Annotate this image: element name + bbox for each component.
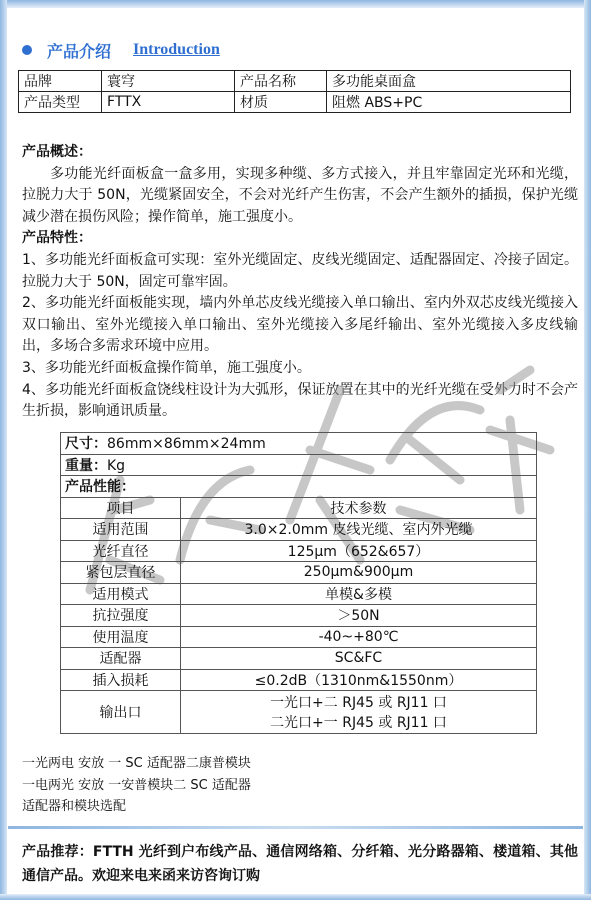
spec-value: 125μm（652&657） (181, 540, 537, 562)
bullet-icon (22, 45, 32, 55)
feature-item: 4、多功能光纤面板盒饶线柱设计为大弧形，保证放置在其中的光纤光缆在受外力时不会产生折损，影响通讯质量。 (22, 381, 578, 420)
spec-item: 适用模式 (61, 583, 181, 605)
spec-row (61, 583, 537, 605)
spec-row (61, 605, 537, 627)
size-cell (61, 433, 537, 455)
overview-heading: 产品概述： (22, 144, 92, 160)
feature-item: 1、多功能光纤面板盒可实现：室外光缆固定、皮线光缆固定、适配器固定、冷接子固定。拉脱力大于 50N，固定可靠牢固。 (22, 251, 578, 290)
divider (8, 826, 583, 829)
spec-item: 光纤直径 (61, 540, 181, 562)
info-row (19, 71, 571, 92)
note-line: 一电两光 安放 一安普模块二 SC 适配器 (22, 777, 251, 793)
weight-cell (61, 454, 537, 476)
product-recommendation: 产品推荐：FTTH 光纤到户布线产品、通信网络箱、分纤箱、光分路器箱、楼道箱、其他通信产品。欢迎来电来函来访咨询订购 (22, 844, 578, 884)
spec-value: ＞50N (181, 605, 537, 627)
spec-item: 适配器 (61, 648, 181, 670)
output-line: 一光口+二 RJ45 或 RJ11 口 (270, 695, 447, 711)
features-heading: 产品特性： (22, 230, 92, 247)
spec-value: 250μm&900μm (181, 562, 537, 584)
info-cell: 产品类型 (19, 92, 102, 113)
frame-top (0, 0, 591, 8)
col-header-param: 技术参数 (181, 497, 537, 519)
weight-value: Kg (107, 457, 126, 474)
note-line: 一光两电 安放 一 SC 适配器二康普模块 (22, 756, 251, 771)
frame-bottom (0, 894, 591, 900)
spec-row-size (61, 433, 537, 455)
spec-value: -40~+80℃ (181, 626, 537, 648)
note-line: 适配器和模块选配 (22, 799, 127, 814)
feature-item: 2、多功能光纤面板能实现，墙内外单芯皮线光缆接入单口输出、室内外双芯皮线光缆接入双口输出、室外光缆接入单口输出、室外光缆接入多尾纤输出、室外光缆接入多皮线输出，多场合多需求环境中应用。 (22, 295, 578, 355)
spec-row (61, 540, 537, 562)
spec-row (61, 562, 537, 584)
spec-value: SC&FC (181, 648, 537, 670)
section-header (22, 38, 220, 62)
info-cell: 材质 (235, 92, 327, 113)
spec-item: 紧包层直径 (61, 562, 181, 584)
info-cell: 产品名称 (235, 71, 327, 92)
spec-item: 适用范围 (61, 519, 181, 541)
info-cell: FTTX (102, 92, 235, 113)
spec-value: 3.0×2.0mm 皮线光缆、室内外光缆 (181, 519, 537, 541)
product-description (22, 142, 578, 423)
section-title-en: Introduction (133, 41, 220, 58)
overview-text: 多功能光纤面板盒一盒多用，实现多种缆、多方式接入，并且牢靠固定光环和光缆，拉脱力大于 50N，光缆紧固安全，不会对光纤产生伤害，不会产生额外的插损，保护光缆减少潜在损伤风险；操作简单，施工强度小。 (22, 165, 578, 225)
spec-row (61, 669, 537, 691)
feature-item: 3、多功能光纤面板盒操作简单，施工强度小。 (22, 359, 311, 376)
section-title-cn: 产品介绍 (47, 41, 112, 61)
spec-row (61, 648, 537, 670)
col-header-item: 项目 (61, 497, 181, 519)
output-line: 二光口+一 RJ45 或 RJ11 口 (270, 715, 447, 731)
spec-value (181, 691, 537, 734)
size-value: 86mm×86mm×24mm (107, 436, 266, 453)
spec-row-output (61, 691, 537, 734)
spec-row (61, 626, 537, 648)
spec-row-performance (61, 476, 537, 498)
info-cell: 多功能桌面盒 (327, 71, 571, 92)
spec-item: 使用温度 (61, 626, 181, 648)
size-label: 尺寸： (65, 436, 107, 453)
info-row (19, 92, 571, 113)
spec-item: 输出口 (61, 691, 181, 734)
spec-table (60, 432, 537, 734)
info-cell: 阻燃 ABS+PC (327, 92, 571, 113)
spec-value: 单模&多模 (181, 583, 537, 605)
config-notes (22, 753, 251, 818)
spec-row (61, 519, 537, 541)
frame-right (584, 0, 591, 900)
spec-item: 抗拉强度 (61, 605, 181, 627)
performance-label: 产品性能： (61, 476, 537, 498)
info-table (18, 70, 571, 113)
spec-row-weight (61, 454, 537, 476)
spec-value: ≤0.2dB（1310nm&1550nm） (181, 669, 537, 691)
weight-label: 重量： (65, 457, 107, 474)
frame-left (0, 0, 7, 900)
info-cell: 寰穹 (102, 71, 235, 92)
spec-item: 插入损耗 (61, 669, 181, 691)
info-cell: 品牌 (19, 71, 102, 92)
spec-header-row (61, 497, 537, 519)
